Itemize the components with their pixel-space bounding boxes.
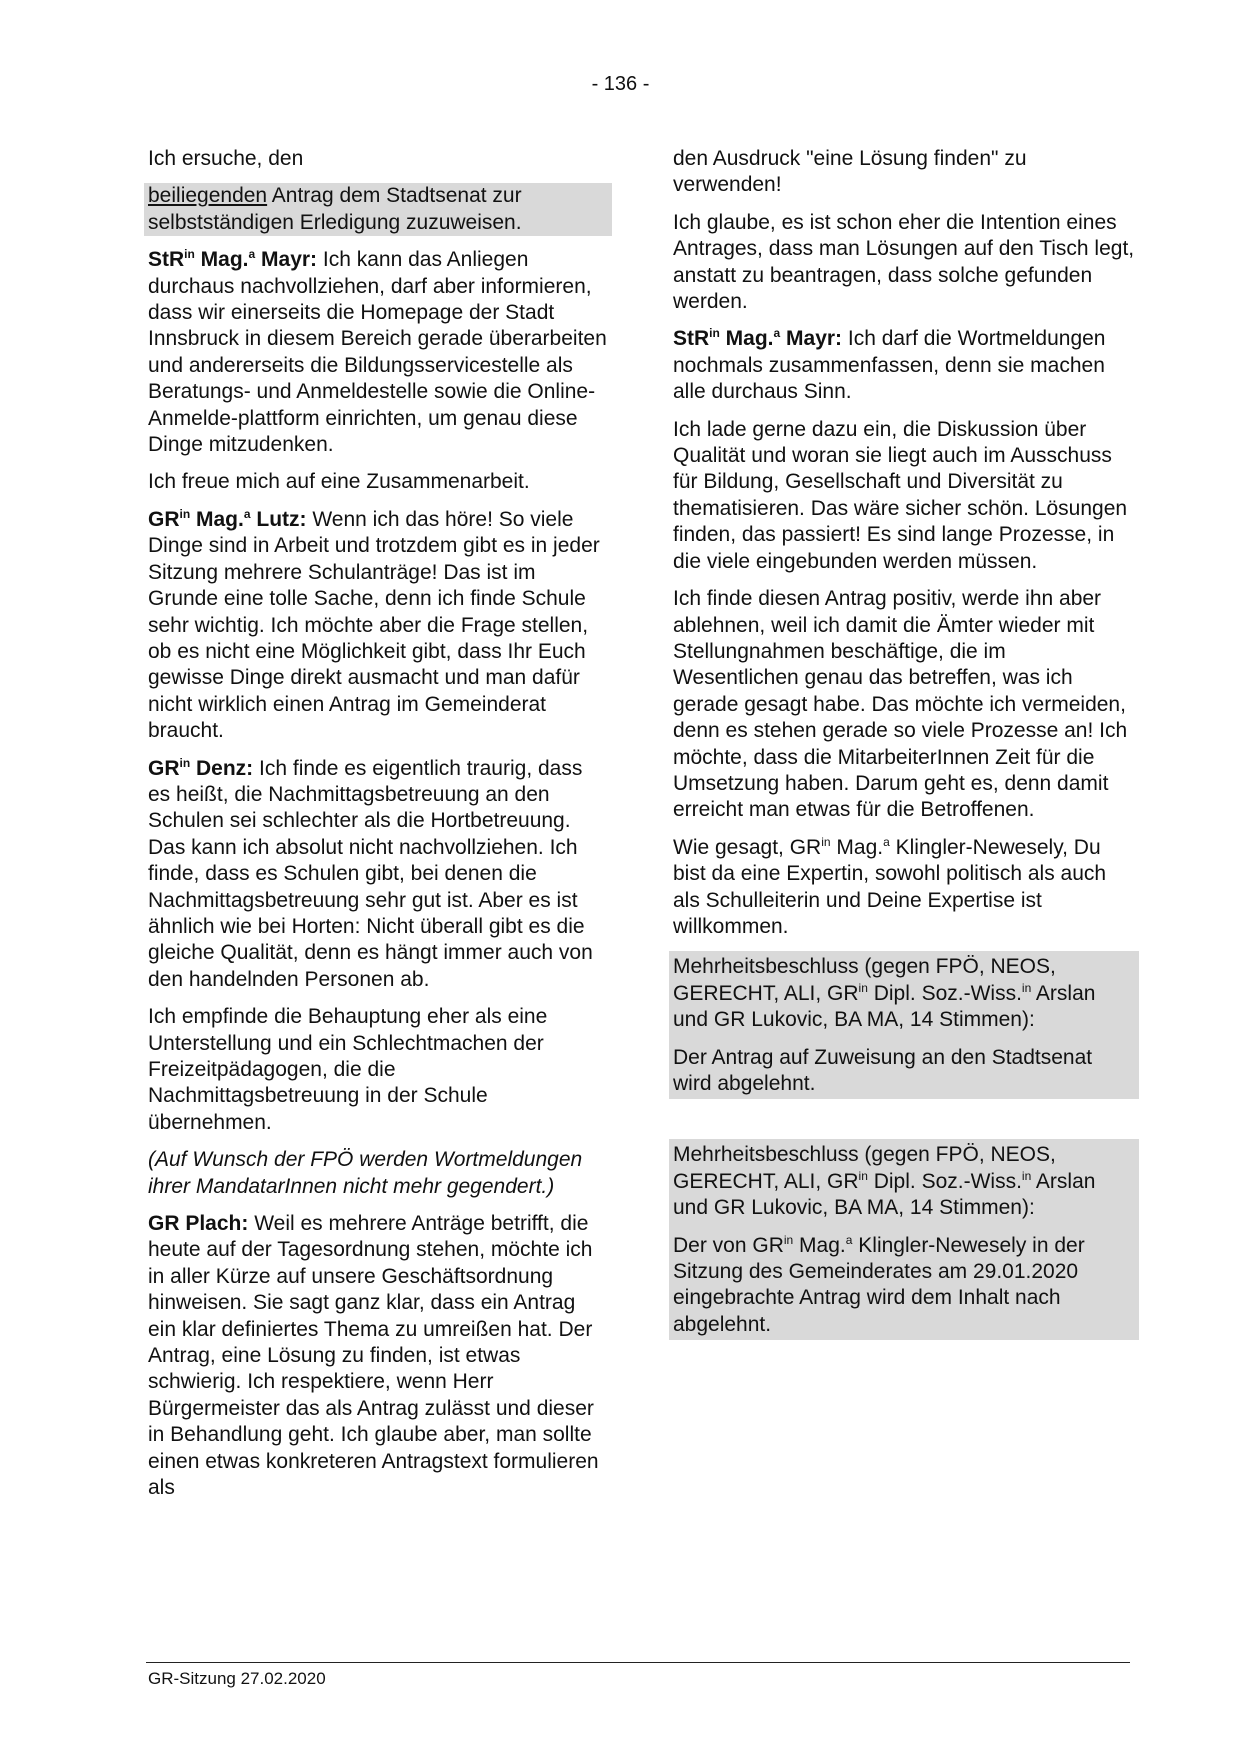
- page-number: - 136 -: [591, 73, 650, 95]
- speech-plach: [148, 1211, 608, 1501]
- speech-text: Ich darf die Wortmeldungen nochmals zusammenfassen, denn sie machen alle durchaus Sinn.: [673, 327, 1106, 404]
- intro-paragraph: Ich ersuche, den: [148, 147, 304, 170]
- right-column: [673, 146, 1135, 1340]
- resolution-result: Der Antrag auf Zuweisung an den Stadtsenat wird abgelehnt.: [673, 1045, 1093, 1095]
- speaker-name: StR$^{in}$ Mag.$^a$ Mayr:: [673, 326, 843, 351]
- speech-denz: [148, 756, 608, 994]
- speaker-name: GR Plach:: [148, 1212, 249, 1236]
- paragraph-empfinde: Ich empfinde die Behauptung eher als eine Unterstellung und ein Schlechtmachen der Freizeitpädagogen, die die Nachmittagsbetreuung in der Schule übernehmen.: [148, 1005, 548, 1134]
- paragraph-continued: den Ausdruck "eine Lösung finden" zu verwenden!: [673, 147, 1027, 197]
- speaker-name: StR$^{in}$ Mag.$^a$ Mayr:: [148, 247, 318, 272]
- spacer: [673, 1099, 1135, 1139]
- speaker-name: $GR^{in}$ Mag.$^a$ Lutz:: [148, 506, 307, 531]
- note-fpoe: (Auf Wunsch der FPÖ werden Wortmeldungen ihrer MandatarInnen nicht mehr gegendert.): [148, 1148, 583, 1198]
- speech-lutz: [148, 507, 608, 745]
- resolution-result: Der von $GR^{in}$ Mag.$^a$ Klingler-Newesely in der Sitzung des Gemeinderates am 29.01.2020 eingebrachte Antrag wird dem Inhalt nach abgelehnt.: [673, 1232, 1085, 1336]
- paragraph-expertin: Wie gesagt, $GR^{in}$ Mag.$^a$ Klingler-Newesely, Du bist da eine Expertin, sowohl politisch als auch als Schulleiterin und Deine Expertise ist willkommen.: [673, 834, 1107, 938]
- speaker-name: $GR^{in}$ Denz:: [148, 755, 254, 780]
- motion-text: [144, 183, 612, 236]
- resolution-box-2: [669, 1139, 1139, 1340]
- speech-text: Ich finde es eigentlich traurig, dass es heißt, die Nachmittagsbetreuung an den Schulen sei schlechter als die Hortbetreuung. Das kann ich absolut nicht nachvollziehen. Ich finde, dass es Schulen gibt, bei denen die Nachmittagsbetreuung sehr gut ist. Aber es ist ähnlich wie bei Horten: Nicht überall gibt es die gleiche Qualität, denn es hängt immer auch von den handelnden Personen ab.: [148, 756, 593, 991]
- resolution-box-1: [669, 951, 1139, 1099]
- motion-rest: Antrag dem Stadtsenat zur selbstständigen Erledigung zuzuweisen.: [148, 184, 522, 234]
- left-column: [148, 146, 608, 1513]
- speech-text: Weil es mehrere Anträge betrifft, die heute auf der Tagesordnung stehen, möchte ich in aller Kürze auf unsere Geschäftsordnung hinweisen. Sie sagt ganz klar, dass ein Antrag ein klar definiertes Thema zu umreißen hat. Der Antrag, eine Lösung zu finden, ist etwas schwierig. Ich respektiere, wenn Herr Bürgermeister das als Antrag zulässt und dieser in Behandlung geht. Ich glaube aber, man sollte einen etwas konkreteren Antragstext formulieren als: [148, 1212, 599, 1500]
- speech-mayr-1: [148, 247, 608, 458]
- paragraph-ablehnen: Ich finde diesen Antrag positiv, werde ihn aber ablehnen, weil ich damit die Ämter wieder mit Stellungnahmen beschäftige, die im Wesentlichen genau das betreffen, was ich gerade gesagt habe. Das möchte ich vermeiden, denn es stehen gerade so viele Prozesse an! Ich möchte, dass die MitarbeiterInnen Zeit für die Umsetzung haben. Darum geht es, denn damit erreicht man etwas für die Betroffenen.: [673, 587, 1128, 822]
- paragraph-freue: Ich freue mich auf eine Zusammenarbeit.: [148, 470, 530, 494]
- paragraph-intention: Ich glaube, es ist schon eher die Intention eines Antrages, dass man Lösungen auf den Tisch legt, anstatt zu beantragen, dass solche gefunden werden.: [673, 210, 1135, 314]
- resolution-vote: Mehrheitsbeschluss (gegen FPÖ, NEOS, GERECHT, ALI, $GR^{in}$ Dipl. Soz.-Wiss.$^{in}$ Arslan und GR Lukovic, BA MA, 14 Stimmen):: [673, 1143, 1096, 1220]
- footer-divider: [146, 1662, 1130, 1663]
- speech-mayr-2: [673, 326, 1135, 405]
- speech-text: Ich kann das Anliegen durchaus nachvollziehen, darf aber informieren, dass wir einerseits die Homepage der Stadt Innsbruck in diesem Bereich gerade überarbeiten und andererseits die Bildungsservicestelle als Beratungs- und Anmeldestelle sowie die Online-Anmelde-plattform einrichten, um genau diese Dinge mitzudenken.: [148, 248, 607, 457]
- speech-text: Wenn ich das höre! So viele Dinge sind in Arbeit und trotzdem gibt es in jeder Sitzung mehrere Schulanträge! Das ist im Grunde eine tolle Sache, denn ich finde Schule sehr wichtig. Ich möchte aber die Frage stellen, ob es nicht eine Möglichkeit gibt, dass Ihr Euch gewisse Dinge direkt ausmacht und man dafür nicht wirklich einen Antrag im Gemeinderat braucht.: [148, 507, 600, 743]
- motion-underlined: beiliegenden: [148, 184, 268, 208]
- resolution-vote: Mehrheitsbeschluss (gegen FPÖ, NEOS, GERECHT, ALI, $GR^{in}$ Dipl. Soz.-Wiss.$^{in}$ Arslan und GR Lukovic, BA MA, 14 Stimmen):: [673, 955, 1096, 1032]
- footer-text: GR-Sitzung 27.02.2020: [148, 1669, 326, 1688]
- paragraph-diskussion: Ich lade gerne dazu ein, die Diskussion über Qualität und woran sie liegt auch im Ausschuss für Bildung, Gesellschaft und Diversität zu thematisieren. Das wäre sicher schön. Lösungen finden, das passiert! Es sind lange Prozesse, in die viele eingebunden werden müssen.: [673, 417, 1128, 573]
